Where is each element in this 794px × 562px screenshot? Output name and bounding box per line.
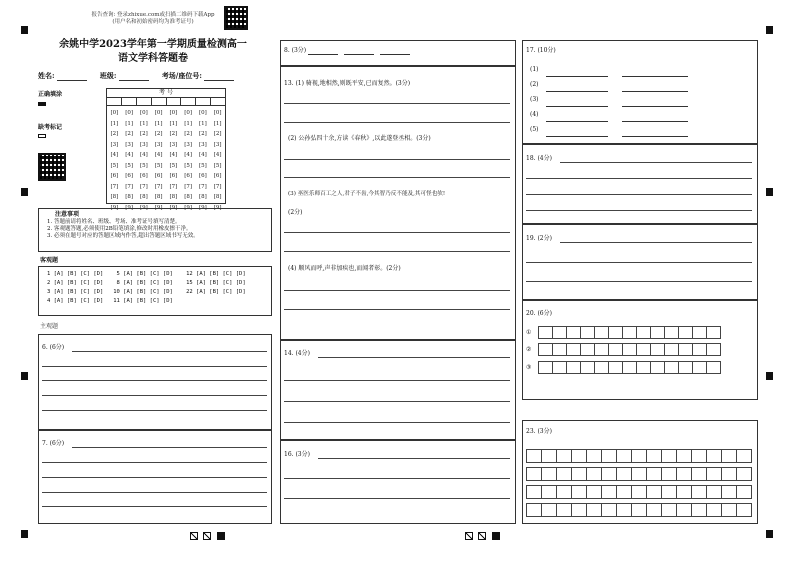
grid-cell[interactable] — [721, 503, 737, 517]
qr-code-icon — [38, 153, 66, 181]
grid-cell[interactable] — [721, 449, 737, 463]
exam-digit-bubble[interactable]: [3] — [198, 141, 207, 148]
exam-digit-bubble[interactable]: [3] — [169, 141, 178, 148]
grid-cell[interactable] — [678, 326, 693, 339]
student-info — [38, 71, 234, 81]
q17-item: (3) — [530, 96, 539, 103]
exam-digit-bubble[interactable]: [6] — [125, 173, 134, 179]
correct-fill-sample — [38, 102, 46, 106]
exam-digit-bubble[interactable]: [5] — [139, 162, 148, 169]
grid-cell[interactable] — [661, 485, 677, 499]
exam-digit-column — [122, 108, 137, 213]
page-mark-icon — [492, 532, 500, 540]
q20-item: ③ — [526, 364, 532, 371]
grid-cell[interactable] — [676, 503, 692, 517]
grid-cell[interactable] — [552, 326, 567, 339]
grid-cell[interactable] — [622, 343, 637, 356]
title-line2: 语文学科答题卷 — [118, 53, 188, 64]
exam-digit-bubble[interactable]: [3] — [125, 141, 134, 148]
exam-digit-bubble[interactable]: [9] — [213, 204, 222, 211]
grid-cell[interactable] — [691, 503, 707, 517]
exam-digit-bubble[interactable]: [4] — [125, 152, 134, 158]
grid-cell[interactable] — [622, 326, 637, 339]
q14-box[interactable] — [280, 340, 516, 440]
report-notice — [78, 12, 228, 26]
exam-digit-bubble[interactable]: [4] — [110, 152, 119, 158]
q17-label: 17. (10分) — [526, 47, 556, 54]
exam-digit-column — [107, 108, 122, 213]
q6-label: 6. (6分) — [42, 344, 65, 351]
exam-digit-bubble[interactable]: [4] — [169, 152, 178, 158]
exam-digit-bubble[interactable]: [5] — [213, 162, 222, 169]
grid-cell[interactable] — [571, 467, 587, 481]
answer-row[interactable]: 2 [A] [B] [C] [D] 8 [A] [B] [C] [D] 15 [A] [B] [C] [D] — [47, 280, 246, 286]
exam-digit-bubble[interactable]: [8] — [184, 194, 193, 200]
grid-cell[interactable] — [676, 449, 692, 463]
notice-box — [38, 208, 272, 252]
q7-label: 7. (6分) — [42, 440, 65, 447]
grid-cell[interactable] — [552, 361, 567, 374]
q17-list — [530, 62, 688, 137]
write-cell[interactable] — [211, 98, 225, 105]
exam-digit-bubble[interactable]: [9] — [169, 204, 178, 211]
class-label: 班级: — [99, 71, 117, 80]
exam-digit-bubble[interactable]: [3] — [110, 141, 119, 148]
grid-cell[interactable] — [691, 485, 707, 499]
q20-grid-row[interactable] — [538, 326, 720, 339]
exam-digit-bubble[interactable]: [9] — [110, 204, 119, 211]
grid-cell[interactable] — [541, 467, 557, 481]
exam-digit-bubble[interactable]: [0] — [139, 110, 148, 116]
grid-cell[interactable] — [586, 467, 602, 481]
q16-label: 16. (3分) — [284, 451, 310, 458]
exam-digit-bubble[interactable]: [4] — [139, 152, 148, 158]
report-notice-line2: (用户名和初始密码均为准考证号) — [112, 19, 194, 25]
exam-digit-bubble[interactable]: [5] — [198, 162, 207, 169]
q17-item: (1) — [530, 66, 539, 73]
q20-label: 20. (6分) — [526, 310, 552, 317]
exam-digit-bubble[interactable]: [1] — [184, 120, 193, 127]
q19-label: 19. (2分) — [526, 235, 552, 242]
grid-cell[interactable] — [631, 449, 647, 463]
exam-digit-bubble[interactable]: [2] — [213, 131, 222, 137]
exam-digit-bubble[interactable]: [7] — [169, 183, 178, 190]
exam-digit-bubble[interactable]: [8] — [125, 194, 134, 200]
grid-cell[interactable] — [736, 503, 752, 517]
answer-row[interactable]: 1 [A] [B] [C] [D] 5 [A] [B] [C] [D] 12 [A] [B] [C] [D] — [47, 271, 246, 277]
grid-cell[interactable] — [691, 449, 707, 463]
q20-grid-row[interactable] — [538, 361, 720, 374]
q18-box[interactable] — [522, 144, 758, 224]
grid-cell[interactable] — [622, 361, 637, 374]
exam-digit-bubble[interactable]: [6] — [139, 173, 148, 179]
grid-cell[interactable] — [678, 343, 693, 356]
exam-number-header: 考 号 — [107, 89, 225, 98]
registration-mark — [766, 26, 773, 34]
grid-cell[interactable] — [571, 485, 587, 499]
grid-cell[interactable] — [556, 485, 572, 499]
exam-digit-column — [196, 108, 211, 213]
grid-cell[interactable] — [586, 485, 602, 499]
grid-cell[interactable] — [706, 467, 722, 481]
grid-cell[interactable] — [678, 361, 693, 374]
exam-digit-bubble[interactable]: [1] — [139, 120, 148, 127]
registration-mark — [21, 188, 28, 196]
exam-digit-bubble[interactable]: [0] — [154, 110, 163, 116]
exam-digit-bubble[interactable]: [8] — [154, 194, 163, 200]
q23-grid-row[interactable] — [526, 467, 751, 481]
notice-item: 1. 答题前请将姓名、班级、考场、准考证号填写清楚。 — [47, 219, 181, 225]
grid-cell[interactable] — [736, 449, 752, 463]
grid-cell[interactable] — [706, 343, 721, 356]
exam-digit-bubble[interactable]: [6] — [110, 173, 119, 179]
objective-answer-box — [38, 266, 272, 316]
q13-4-label: (4) 顺风而呼,声非加疾也,而闻者彰。(2分) — [288, 265, 401, 272]
grid-cell[interactable] — [736, 467, 752, 481]
registration-mark — [766, 530, 773, 538]
exam-digit-bubble[interactable]: [7] — [139, 183, 148, 190]
grid-cell[interactable] — [676, 467, 692, 481]
registration-mark — [766, 372, 773, 380]
registration-mark — [766, 188, 773, 196]
grid-cell[interactable] — [706, 361, 721, 374]
exam-digit-bubble[interactable]: [4] — [154, 152, 163, 158]
registration-mark — [21, 26, 28, 34]
exam-digit-bubble[interactable]: [1] — [125, 120, 134, 127]
grid-cell[interactable] — [594, 361, 609, 374]
seat-label: 考场/座位号: — [161, 71, 202, 80]
grid-cell[interactable] — [646, 467, 662, 481]
grid-cell[interactable] — [692, 326, 707, 339]
grid-cell[interactable] — [586, 449, 602, 463]
grid-cell[interactable] — [526, 467, 542, 481]
exam-digit-bubble[interactable]: [9] — [125, 204, 134, 211]
answer-blank[interactable] — [546, 136, 608, 137]
exam-digit-bubble[interactable]: [2] — [139, 131, 148, 137]
name-label: 姓名: — [38, 71, 55, 80]
grid-cell[interactable] — [571, 503, 587, 517]
grid-cell[interactable] — [661, 467, 677, 481]
answer-blank[interactable] — [622, 136, 688, 137]
grid-cell[interactable] — [706, 485, 722, 499]
q6-answer-box[interactable] — [38, 334, 272, 430]
exam-digit-bubble[interactable]: [8] — [139, 194, 148, 200]
exam-digit-bubble[interactable]: [7] — [154, 183, 163, 190]
write-cell[interactable] — [181, 98, 196, 105]
grid-cell[interactable] — [556, 449, 572, 463]
grid-cell[interactable] — [552, 343, 567, 356]
registration-mark — [21, 372, 28, 380]
page-mark-icon — [190, 532, 198, 540]
grid-cell[interactable] — [594, 343, 609, 356]
exam-digit-bubble[interactable]: [7] — [110, 183, 119, 190]
exam-digit-bubble[interactable]: [5] — [169, 162, 178, 169]
page-mark-icon — [465, 532, 473, 540]
grid-cell[interactable] — [631, 485, 647, 499]
grid-cell[interactable] — [538, 361, 553, 374]
grid-cell[interactable] — [646, 449, 662, 463]
grid-cell[interactable] — [706, 326, 721, 339]
exam-digit-bubble[interactable]: [2] — [198, 131, 207, 137]
exam-number-write-cells — [107, 98, 225, 106]
report-notice-line1: 报告查询: 登录zhixue.com或扫描二维码下载App — [91, 12, 215, 18]
grid-cell[interactable] — [601, 449, 617, 463]
grid-cell[interactable] — [566, 343, 581, 356]
grid-cell[interactable] — [706, 503, 722, 517]
grid-cell[interactable] — [541, 485, 557, 499]
q23-grid-row[interactable] — [526, 485, 751, 499]
q13-3-score: (2分) — [288, 209, 303, 216]
q20-item: ① — [526, 329, 532, 336]
grid-cell[interactable] — [692, 343, 707, 356]
exam-digit-bubble[interactable]: [1] — [213, 120, 222, 127]
grid-cell[interactable] — [580, 343, 595, 356]
exam-digit-bubble[interactable]: [0] — [198, 110, 207, 116]
grid-cell[interactable] — [692, 361, 707, 374]
exam-digit-column — [151, 108, 166, 213]
title-line1: 余姚中学2023学年第一学期质量检测高一 — [59, 39, 247, 50]
grid-cell[interactable] — [526, 503, 542, 517]
grid-cell[interactable] — [526, 485, 542, 499]
grid-cell[interactable] — [631, 467, 647, 481]
grid-cell[interactable] — [721, 467, 737, 481]
grid-cell[interactable] — [636, 326, 651, 339]
grid-cell[interactable] — [566, 326, 581, 339]
exam-digit-bubble[interactable]: [2] — [110, 131, 119, 137]
seat-field[interactable] — [204, 80, 234, 81]
grid-cell[interactable] — [556, 503, 572, 517]
grid-cell[interactable] — [616, 449, 632, 463]
class-field[interactable] — [119, 80, 149, 81]
grid-cell[interactable] — [608, 361, 623, 374]
exam-digit-bubble[interactable]: [5] — [184, 162, 193, 169]
grid-cell[interactable] — [736, 485, 752, 499]
exam-digit-bubble[interactable]: [6] — [198, 173, 207, 179]
grid-cell[interactable] — [646, 503, 662, 517]
page-title — [38, 38, 268, 66]
grid-cell[interactable] — [706, 449, 722, 463]
q13-2-label: (2) 公孙弘四十余,方读《春秋》,以此遂登丞相。(3分) — [288, 135, 431, 142]
write-cell[interactable] — [137, 98, 152, 105]
notice-title: 注意事项 — [55, 211, 80, 218]
grid-cell[interactable] — [586, 503, 602, 517]
exam-digit-bubble[interactable]: [2] — [125, 131, 134, 137]
absent-mark-box[interactable] — [38, 134, 46, 138]
grid-cell[interactable] — [636, 361, 651, 374]
write-cell[interactable] — [122, 98, 137, 105]
grid-cell[interactable] — [538, 326, 553, 339]
page-mark-icon — [203, 532, 211, 540]
grid-cell[interactable] — [664, 361, 679, 374]
registration-mark — [21, 530, 28, 538]
grid-cell[interactable] — [601, 467, 617, 481]
exam-digit-bubble[interactable]: [8] — [213, 194, 222, 200]
exam-digit-bubble[interactable]: [5] — [154, 162, 163, 169]
q8-label — [284, 47, 410, 55]
exam-digit-bubble[interactable]: [6] — [154, 173, 163, 179]
grid-cell[interactable] — [646, 485, 662, 499]
exam-digit-bubble[interactable]: [1] — [154, 120, 163, 127]
q23-grid-row[interactable] — [526, 449, 751, 463]
grid-cell[interactable] — [636, 343, 651, 356]
exam-digit-bubble[interactable]: [3] — [139, 141, 148, 148]
write-cell[interactable] — [107, 98, 122, 105]
exam-digit-bubble[interactable]: [9] — [139, 204, 148, 211]
grid-cell[interactable] — [608, 343, 623, 356]
page-mark-icon — [217, 532, 225, 540]
name-field[interactable] — [57, 80, 87, 81]
exam-digit-bubble[interactable]: [7] — [198, 183, 207, 190]
exam-digit-bubble[interactable]: [3] — [154, 141, 163, 148]
exam-digit-bubble[interactable]: [6] — [213, 173, 222, 179]
grid-cell[interactable] — [631, 503, 647, 517]
grid-cell[interactable] — [601, 485, 617, 499]
q17-item: (5) — [530, 126, 539, 133]
q8-title: 8. (3分) — [284, 47, 307, 54]
q23-label: 23. (3分) — [526, 428, 552, 435]
exam-digit-bubble[interactable]: [1] — [198, 120, 207, 127]
q23-grid-row[interactable] — [526, 503, 751, 517]
grid-cell[interactable] — [616, 485, 632, 499]
write-cell[interactable] — [152, 98, 167, 105]
exam-digit-bubble[interactable]: [8] — [198, 194, 207, 200]
answer-row[interactable]: 4 [A] [B] [C] [D] 11 [A] [B] [C] [D] — [47, 298, 173, 304]
grid-cell[interactable] — [580, 361, 595, 374]
exam-digit-bubble[interactable]: [4] — [213, 152, 222, 158]
exam-number-grid — [106, 88, 226, 211]
grid-cell[interactable] — [616, 467, 632, 481]
grid-cell[interactable] — [661, 449, 677, 463]
exam-digit-bubble[interactable]: [7] — [125, 183, 134, 190]
grid-cell[interactable] — [664, 343, 679, 356]
exam-digit-bubble[interactable]: [2] — [169, 131, 178, 137]
exam-digit-bubble[interactable]: [1] — [110, 120, 119, 127]
exam-number-digits — [107, 106, 225, 213]
exam-digit-bubble[interactable]: [0] — [213, 110, 222, 116]
exam-digit-bubble[interactable]: [8] — [110, 194, 119, 200]
grid-cell[interactable] — [541, 449, 557, 463]
q17-item: (2) — [530, 81, 539, 88]
grid-cell[interactable] — [661, 503, 677, 517]
grid-cell[interactable] — [566, 361, 581, 374]
exam-digit-column — [166, 108, 181, 213]
exam-digit-bubble[interactable]: [0] — [184, 110, 193, 116]
q16-box[interactable] — [280, 440, 516, 524]
exam-digit-bubble[interactable]: [4] — [198, 152, 207, 158]
exam-digit-bubble[interactable]: [6] — [184, 173, 193, 179]
grid-cell[interactable] — [616, 503, 632, 517]
exam-digit-bubble[interactable]: [0] — [110, 110, 119, 116]
grid-cell[interactable] — [556, 467, 572, 481]
exam-digit-bubble[interactable]: [3] — [213, 141, 222, 148]
subjective-title: 主观题 — [40, 323, 59, 330]
exam-digit-bubble[interactable]: [2] — [154, 131, 163, 137]
write-cell[interactable] — [167, 98, 182, 105]
grid-cell[interactable] — [580, 326, 595, 339]
qr-code-icon — [224, 6, 248, 30]
exam-digit-bubble[interactable]: [9] — [184, 204, 193, 211]
exam-digit-bubble[interactable]: [0] — [169, 110, 178, 116]
grid-cell[interactable] — [664, 326, 679, 339]
objective-title: 客观题 — [40, 257, 59, 264]
answer-row[interactable]: 3 [A] [B] [C] [D] 10 [A] [B] [C] [D] 22 [A] [B] [C] [D] — [47, 289, 246, 295]
grid-cell[interactable] — [676, 485, 692, 499]
exam-digit-column — [137, 108, 152, 213]
notice-item: 2. 客观题答题,必须使用2B铅笔填涂,修改时用橡皮擦干净。 — [47, 226, 192, 232]
exam-digit-bubble[interactable]: [7] — [213, 183, 222, 190]
q14-label: 14. (4分) — [284, 350, 310, 357]
write-cell[interactable] — [196, 98, 211, 105]
q20-grid-row[interactable] — [538, 343, 720, 356]
exam-digit-column — [181, 108, 196, 213]
exam-digit-bubble[interactable]: [5] — [125, 162, 134, 169]
grid-cell[interactable] — [650, 326, 665, 339]
q13-3-label: (3) 巫医乐师百工之人,君子不齿,今其智乃反不能及,其可怪也欤! — [288, 191, 446, 197]
q18-label: 18. (4分) — [526, 155, 552, 162]
grid-cell[interactable] — [721, 485, 737, 499]
absent-mark-label: 缺考标记 — [38, 124, 63, 131]
grid-cell[interactable] — [526, 449, 542, 463]
exam-digit-bubble[interactable]: [2] — [184, 131, 193, 137]
exam-digit-column — [210, 108, 225, 213]
exam-digit-bubble[interactable]: [0] — [125, 110, 134, 116]
page-mark-icon — [478, 532, 486, 540]
exam-digit-bubble[interactable]: [7] — [184, 183, 193, 190]
exam-digit-bubble[interactable]: [8] — [169, 194, 178, 200]
exam-digit-bubble[interactable]: [3] — [184, 141, 193, 148]
grid-cell[interactable] — [601, 503, 617, 517]
grid-cell[interactable] — [541, 503, 557, 517]
exam-digit-bubble[interactable]: [5] — [110, 162, 119, 169]
grid-cell[interactable] — [691, 467, 707, 481]
exam-digit-bubble[interactable]: [1] — [169, 120, 178, 127]
q20-item: ② — [526, 346, 532, 353]
q13-1-label: 13. (1) 骑视,地相然,则既平安,已而复然。(3分) — [284, 80, 411, 87]
grid-cell[interactable] — [650, 343, 665, 356]
exam-digit-bubble[interactable]: [9] — [198, 204, 207, 211]
notice-item: 3. 必须在题号对应的答题区域内作答,超出答题区域书写无效。 — [47, 233, 199, 239]
exam-digit-bubble[interactable]: [6] — [169, 173, 178, 179]
q13-box[interactable] — [280, 66, 516, 340]
grid-cell[interactable] — [571, 449, 587, 463]
exam-digit-bubble[interactable]: [4] — [184, 152, 193, 158]
correct-fill-label: 正确填涂 — [38, 91, 63, 98]
q17-item: (4) — [530, 111, 539, 118]
grid-cell[interactable] — [538, 343, 553, 356]
grid-cell[interactable] — [650, 361, 665, 374]
exam-digit-bubble[interactable]: [9] — [154, 204, 163, 211]
grid-cell[interactable] — [608, 326, 623, 339]
grid-cell[interactable] — [594, 326, 609, 339]
